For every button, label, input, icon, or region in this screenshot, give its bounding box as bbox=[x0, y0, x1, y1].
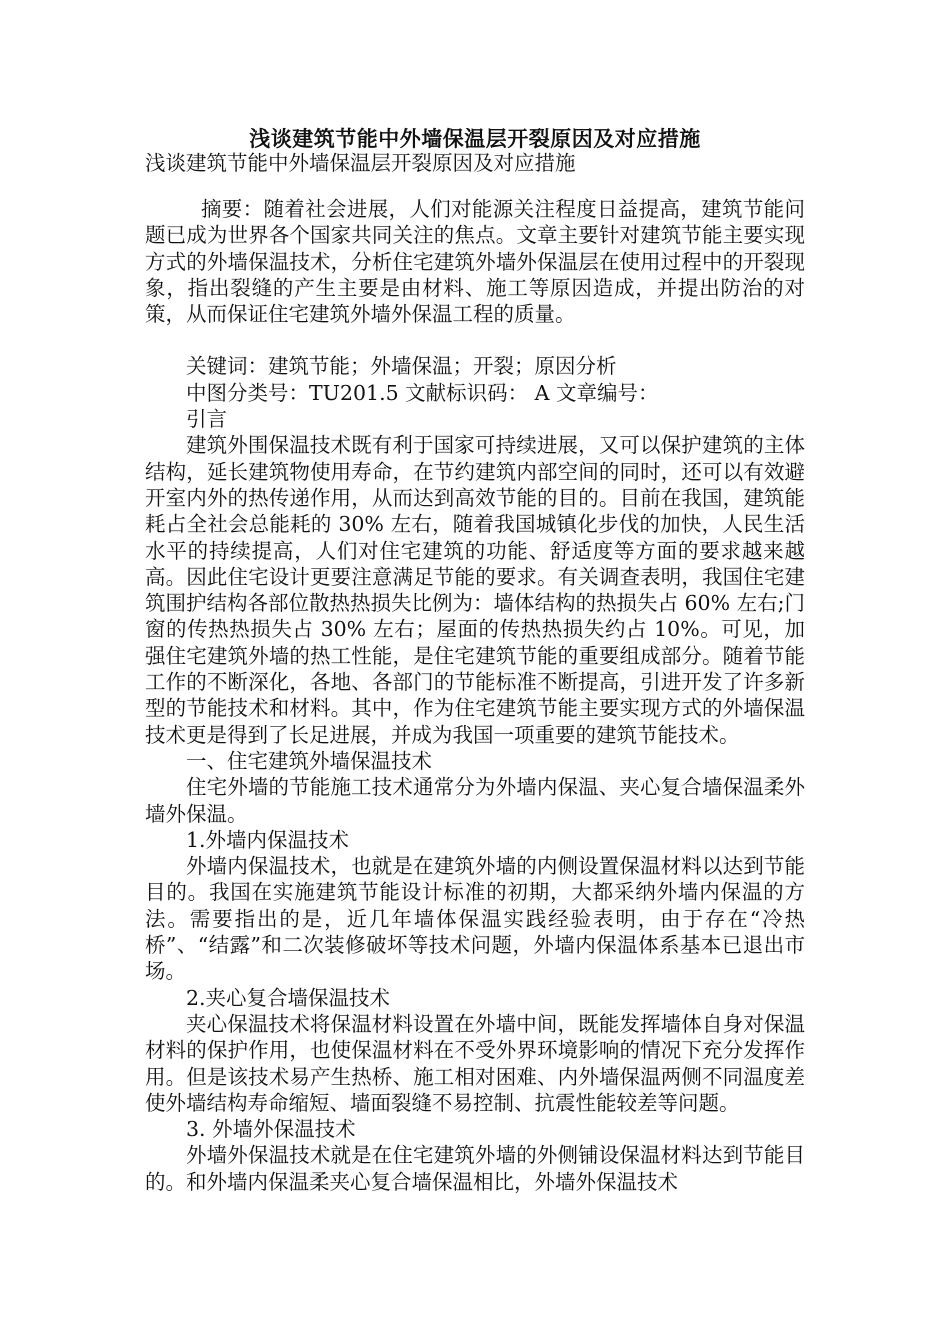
abstract-paragraph: 摘要：随着社会进展，人们对能源关注程度日益提高，建筑节能问题已成为世界各个国家共同关注的焦点。文章主要针对建筑节能主要实现方式的外墙保温技术，分析住宅建筑外墙外保温层在使用过程中的开裂现象，指出裂缝的产生主要是由材料、施工等原因造成，并提出防治的对策，从而保证住宅建筑外墙外保温工程的质量。 bbox=[145, 197, 805, 327]
subsection3-paragraph: 外墙外保温技术就是在住宅建筑外墙的外侧铺设保温材料达到节能目的。和外墙内保温柔夹心复合墙保温相比，外墙外保温技术 bbox=[145, 1143, 805, 1194]
subsection2-paragraph: 夹心保温技术将保温材料设置在外墙中间，既能发挥墙体自身对保温材料的保护作用，也使保温材料在不受外界环境影响的情况下充分发挥作用。但是该技术易产生热桥、施工相对困难、内外墙保温两侧不同温度差使外墙结构寿命缩短、墙面裂缝不易控制、抗震性能较差等问题。 bbox=[145, 1011, 805, 1115]
intro-heading: 引言 bbox=[186, 407, 227, 432]
subsection3-heading: 3. 外墙外保温技术 bbox=[186, 1117, 356, 1142]
document-body bbox=[145, 126, 805, 1195]
document-subtitle: 浅谈建筑节能中外墙保温层开裂原因及对应措施 bbox=[145, 151, 576, 175]
keywords-line: 关键词：建筑节能；外墙保温；开裂；原因分析 bbox=[186, 354, 617, 379]
section1-paragraph: 住宅外墙的节能施工技术通常分为外墙内保温、夹心复合墙保温柔外墙外保温。 bbox=[145, 775, 805, 826]
classification-line: 中图分类号：TU201.5 文献标识码： A 文章编号： bbox=[186, 380, 659, 405]
subsection2-heading: 2.夹心复合墙保温技术 bbox=[186, 985, 391, 1010]
subsection1-heading: 1.外墙内保温技术 bbox=[186, 827, 350, 852]
section1-heading: 一、住宅建筑外墙保温技术 bbox=[186, 748, 432, 773]
document-title: 浅谈建筑节能中外墙保温层开裂原因及对应措施 bbox=[249, 126, 701, 151]
intro-paragraph: 建筑外围保温技术既有利于国家可持续进展，又可以保护建筑的主体结构，延长建筑物使用寿命，在节约建筑内部空间的同时，还可以有效避开室内外的热传递作用，从而达到高效节能的目的。目前在我国，建筑能耗占全社会总能耗的 30% 左右，随着我国城镇化步伐的加快，人民生活水平的持续提高，人们对住宅建筑的功能、舒适度等方面的要求越来越高。因此住宅设计更要注意满足节能的要求。有关调查表明，我国住宅建筑围护结构各部位散热热损失比例为：墙体结构的热损失占 60% 左右;门窗的传热热损失占 30% 左右；屋面的传热热损失约占 10%。可见，加强住宅建筑外墙的热工性能，是住宅建筑节能的重要组成部分。随着节能工作的不断深化，各地、各部门的节能标准不断提高，引进开发了许多新型的节能技术和材料。其中，作为住宅建筑节能主要实现方式的外墙保温技术更是得到了长足进展，并成为我国一项重要的建筑节能技术。 bbox=[145, 433, 806, 747]
subsection1-paragraph: 外墙内保温技术，也就是在建筑外墙的内侧设置保温材料以达到节能目的。我国在实施建筑节能设计标准的初期，大都采纳外墙内保温的方法。需要指出的是，近几年墙体保温实践经验表明，由于存在“冷热桥”、“结露”和二次装修破坏等技术问题，外墙内保温体系基本已退出市场。 bbox=[145, 854, 805, 984]
